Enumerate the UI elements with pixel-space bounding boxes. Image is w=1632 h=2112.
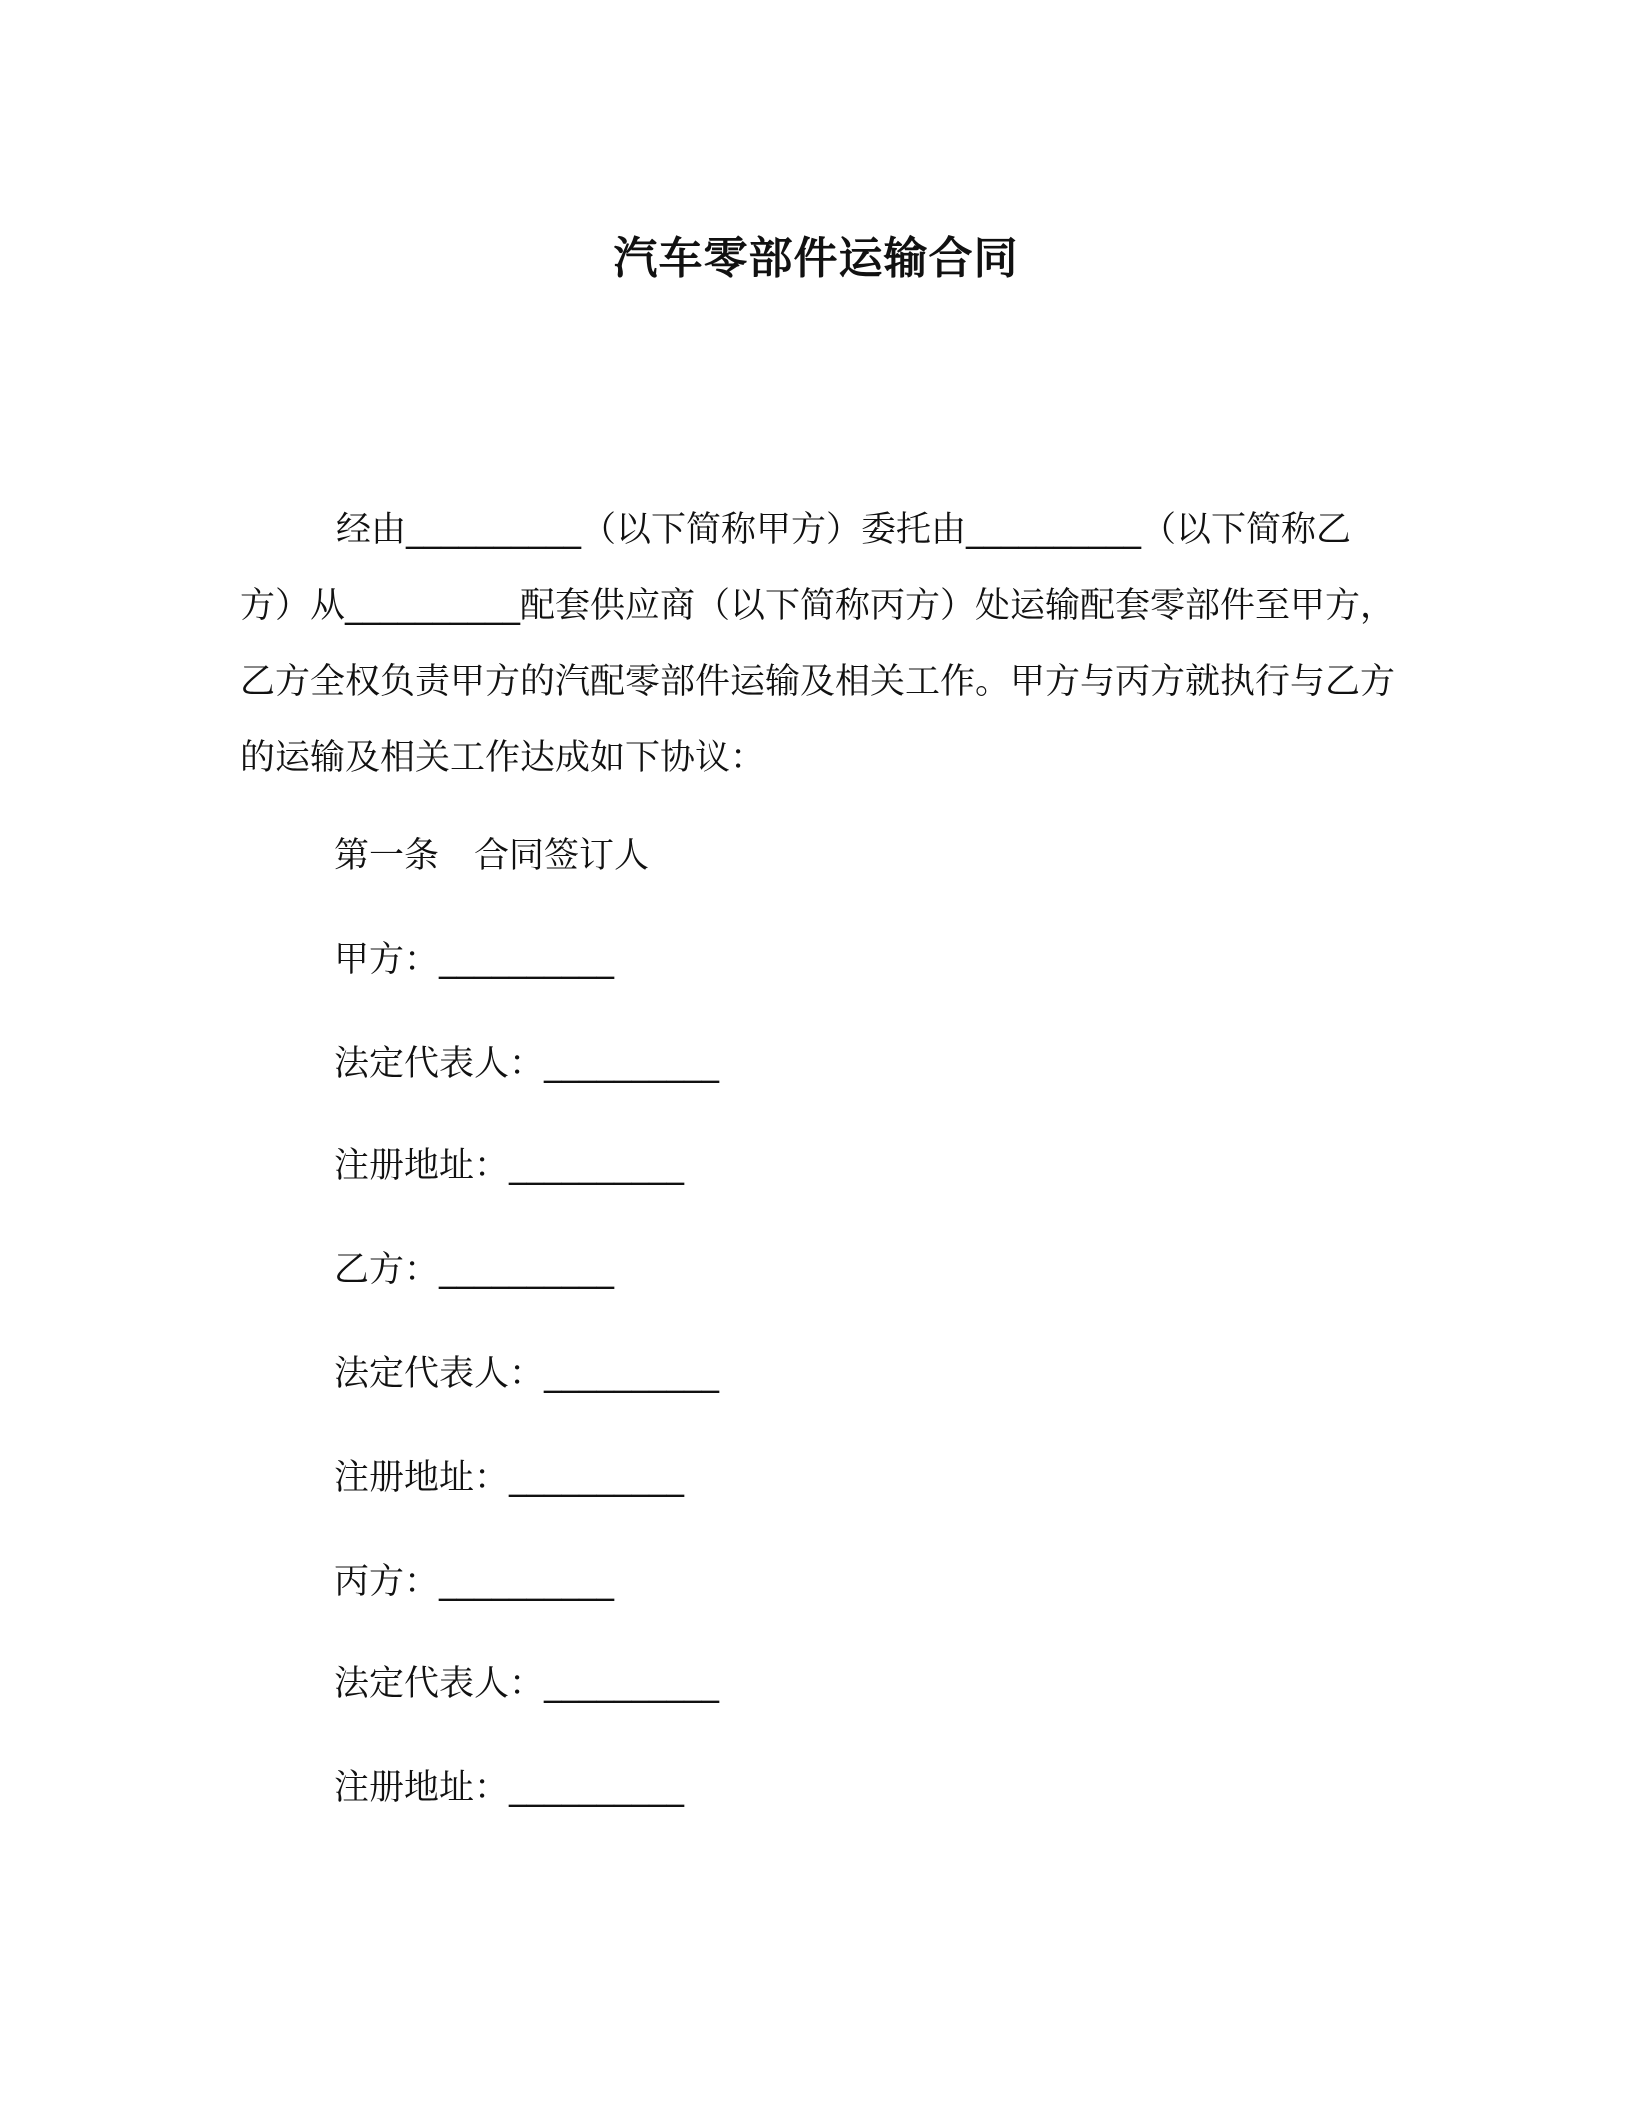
party-a-address-line: 注册地址：__________ [334, 1146, 685, 1186]
party-a-line: 甲方：__________ [334, 940, 615, 980]
article-1-heading: 第一条 合同签订人 [334, 836, 650, 876]
party-b-address-line: 注册地址：__________ [334, 1458, 685, 1498]
party-c-rep-line: 法定代表人：__________ [334, 1664, 720, 1704]
document-title: 汽车零部件运输合同 [613, 233, 1019, 284]
party-c-address-line: 注册地址：__________ [334, 1768, 685, 1808]
intro-paragraph: 经由__________（以下简称甲方）委托由__________（以下简称乙方）从__________配套供应商（以下简称丙方）处运输配套零部件至甲方，乙方全权负责甲方的汽配零部件运输及相关工作。甲方与丙方就执行与乙方的运输及相关工作达成如下协议： [240, 510, 1396, 778]
party-b-rep-line: 法定代表人：__________ [334, 1354, 720, 1394]
party-a-rep-line: 法定代表人：__________ [334, 1044, 720, 1084]
party-b-line: 乙方：__________ [334, 1250, 615, 1290]
party-c-line: 丙方：__________ [334, 1562, 615, 1602]
